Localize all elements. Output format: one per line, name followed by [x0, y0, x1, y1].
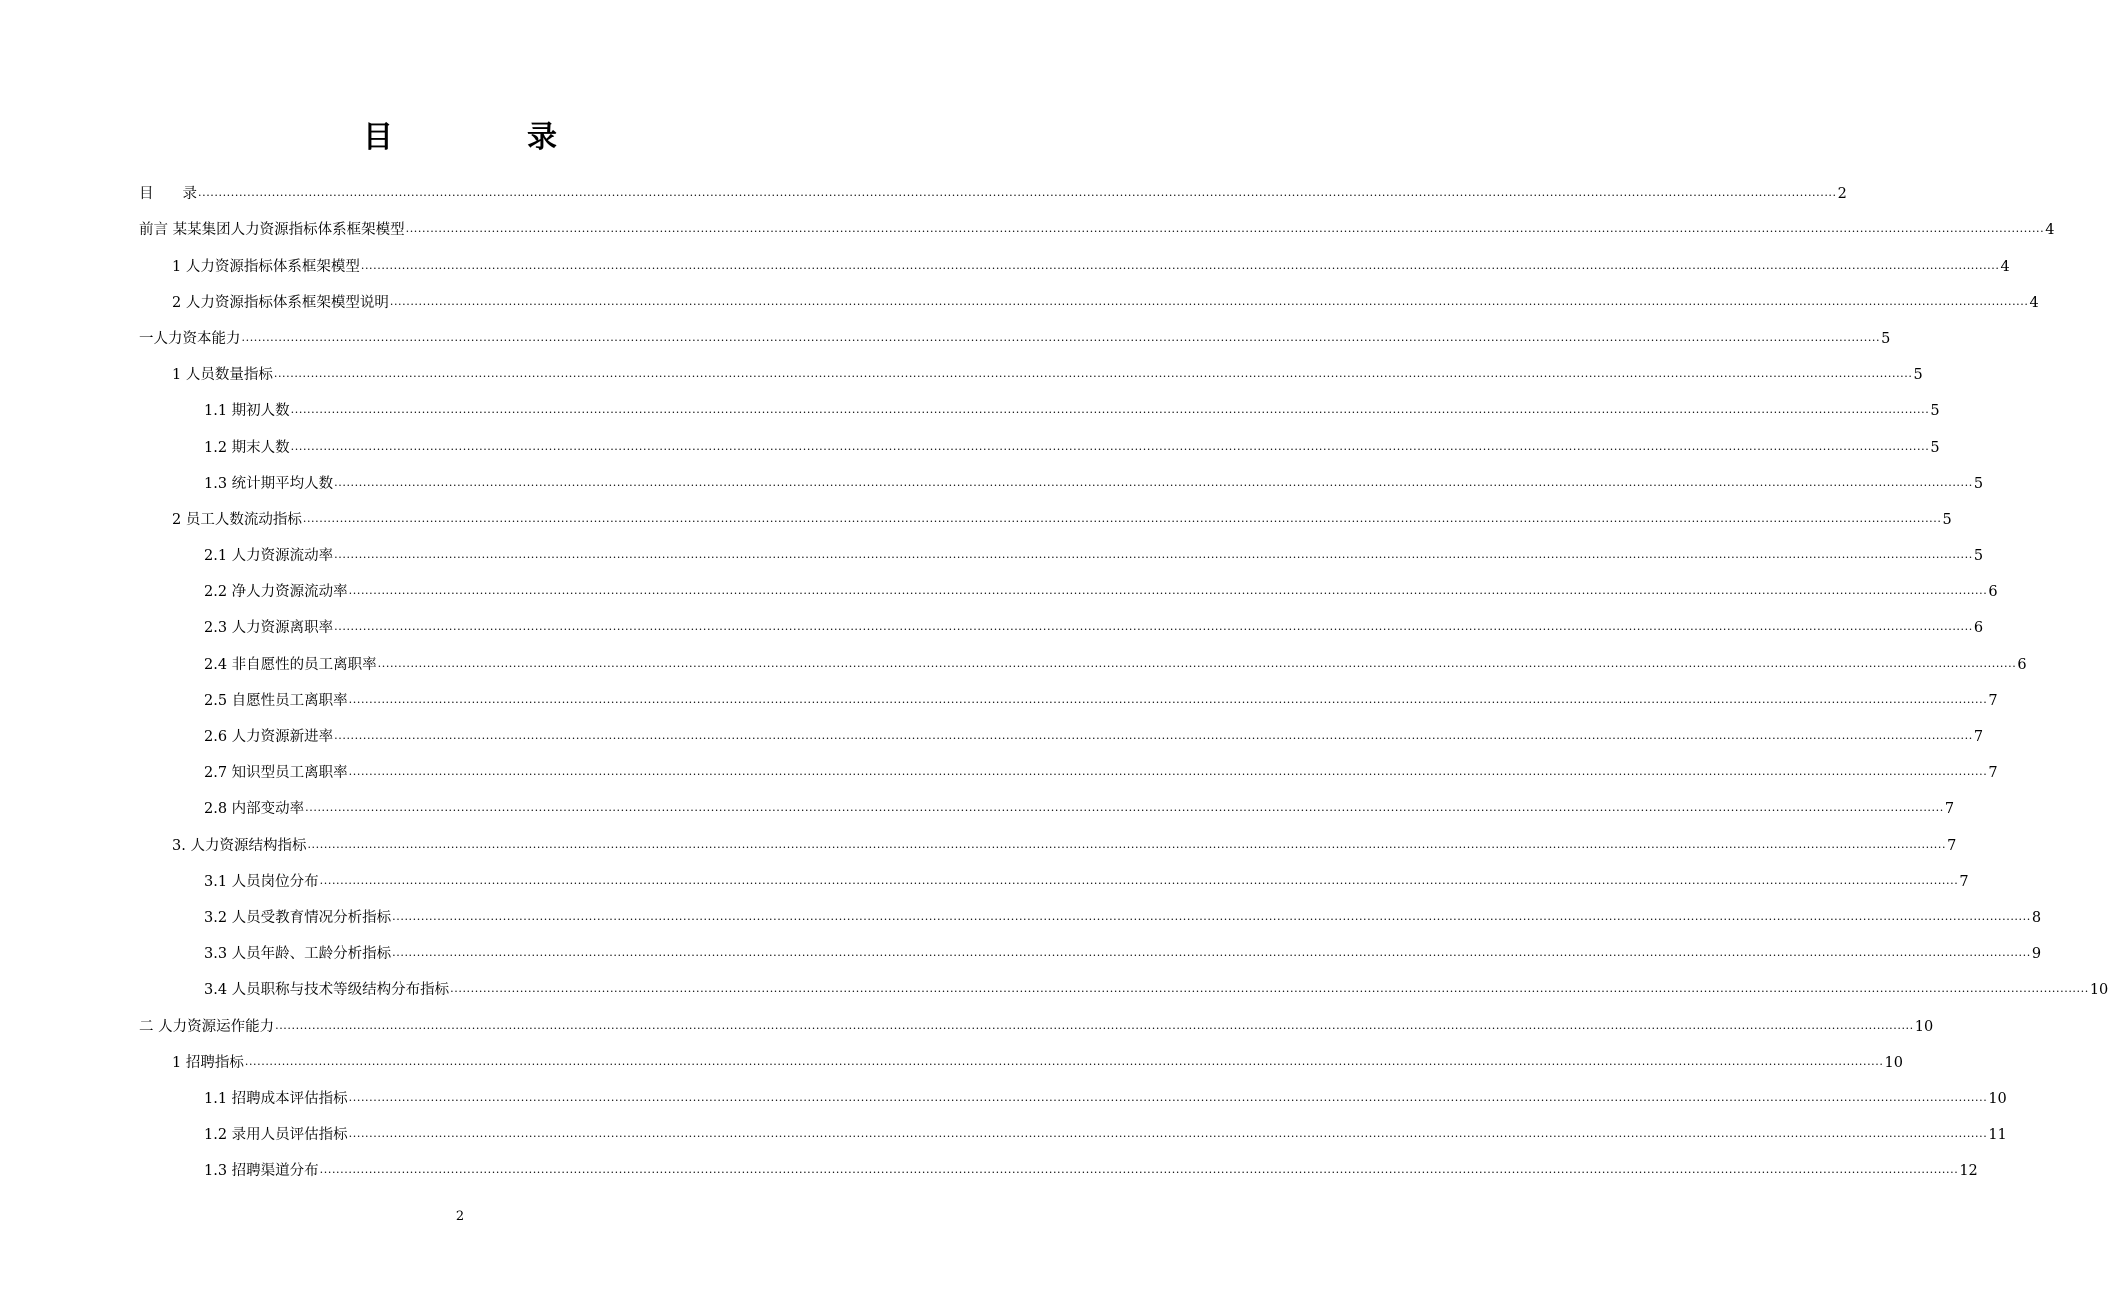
toc-entry-page-number: 7 — [1959, 873, 1969, 890]
toc-entry[interactable] — [139, 675, 1998, 711]
toc-entry[interactable] — [139, 819, 1957, 855]
toc-entry[interactable] — [139, 494, 1952, 530]
toc-entry[interactable] — [139, 1000, 1934, 1036]
toc-entry-page-number: 6 — [1973, 620, 1984, 637]
toc-entry-label: 3.3 人员年龄、工龄分析指标 — [204, 946, 392, 963]
toc-dot-leader: ................................................................................................................................................................................................................................................................................................................................................................................................................ — [450, 982, 2089, 996]
toc-entry-page-number: 5 — [1942, 511, 1952, 528]
toc-entry[interactable] — [139, 313, 1891, 349]
toc-entry[interactable] — [139, 240, 2010, 276]
toc-entry[interactable] — [139, 385, 1940, 421]
toc-dot-leader: ................................................................................................................................................................................................................................................................................................................................................................................................................ — [334, 620, 1973, 634]
toc-entry-page-number: 5 — [1973, 548, 1984, 565]
toc-entry-page-number: 7 — [1944, 801, 1955, 818]
page-number: 2 — [455, 1209, 465, 1224]
toc-entry[interactable] — [139, 458, 1984, 494]
toc-entry[interactable] — [139, 566, 1998, 602]
toc-entry-page-number: 4 — [2029, 294, 2039, 311]
toc-dot-leader: ................................................................................................................................................................................................................................................................................................................................................................................................................ — [348, 1090, 1988, 1104]
toc-entry-page-number: 5 — [1973, 475, 1984, 492]
toc-entry-page-number: 10 — [1914, 1018, 1934, 1035]
toc-entry-page-number: 4 — [2000, 258, 2010, 275]
toc-entry-page-number: 6 — [2017, 656, 2027, 673]
toc-dot-leader: ................................................................................................................................................................................................................................................................................................................................................................................................................ — [290, 403, 1930, 417]
toc-entry-label: 前言 某某集团人力资源指标体系框架模型 — [139, 222, 405, 239]
toc-entry[interactable] — [139, 168, 1847, 204]
toc-entry[interactable] — [139, 349, 1923, 385]
toc-entry-label: 目 录 — [139, 186, 197, 203]
toc-entry-label: 1 人员数量指标 — [172, 367, 273, 384]
toc-entry-label: 2.4 非自愿性的员工离职率 — [204, 656, 377, 673]
toc-entry[interactable] — [139, 1037, 1903, 1073]
toc-entry[interactable] — [139, 530, 1984, 566]
toc-entry-page-number: 7 — [1973, 729, 1984, 745]
toc-dot-leader: ................................................................................................................................................................................................................................................................................................................................................................................................................ — [389, 294, 2029, 308]
toc-entry[interactable] — [139, 602, 1984, 638]
toc-dot-leader: ................................................................................................................................................................................................................................................................................................................................................................................................................ — [405, 222, 2045, 236]
toc-dot-leader: ................................................................................................................................................................................................................................................................................................................................................................................................................ — [273, 367, 1913, 381]
toc-dot-leader: ................................................................................................................................................................................................................................................................................................................................................................................................................ — [348, 765, 1988, 779]
toc-entry-page-number: 7 — [1988, 765, 1998, 782]
toc-dot-leader: ................................................................................................................................................................................................................................................................................................................................................................................................................ — [334, 475, 1973, 489]
toc-entry[interactable] — [139, 892, 2042, 928]
toc-entry-label: 2.5 自愿性员工离职率 — [204, 692, 348, 709]
toc-entry-page-number: 10 — [1884, 1054, 1903, 1071]
toc-entry-label: 2.8 内部变动率 — [204, 801, 305, 818]
toc-dot-leader: ................................................................................................................................................................................................................................................................................................................................................................................................................ — [275, 1018, 1914, 1032]
toc-entry[interactable] — [139, 638, 2027, 674]
toc-dot-leader: ................................................................................................................................................................................................................................................................................................................................................................................................................ — [348, 692, 1988, 706]
toc-entry-label: 1.2 期末人数 — [204, 439, 290, 456]
toc-entry[interactable] — [139, 747, 1998, 783]
toc-entry-label: 1.3 统计期平均人数 — [204, 475, 334, 492]
toc-entry-label: 3.2 人员受教育情况分析指标 — [204, 909, 392, 926]
toc-entry-label: 1.1 招聘成本评估指标 — [204, 1090, 348, 1107]
page-title: 目 录 — [363, 120, 609, 155]
toc-dot-leader: ................................................................................................................................................................................................................................................................................................................................................................................................................ — [348, 1127, 1988, 1141]
toc-entry-label: 2.6 人力资源新进率 — [204, 729, 334, 745]
toc-entry-page-number: 7 — [1947, 837, 1957, 854]
toc-entry-label: 2.2 净人力资源流动率 — [204, 584, 348, 601]
toc-entry-label: 1.1 期初人数 — [204, 403, 290, 420]
toc-entry-label: 3. 人力资源结构指标 — [172, 837, 307, 854]
toc-entry[interactable] — [139, 1109, 2007, 1145]
toc-dot-leader: ................................................................................................................................................................................................................................................................................................................................................................................................................ — [334, 729, 1973, 742]
toc-dot-leader: ................................................................................................................................................................................................................................................................................................................................................................................................................ — [244, 1054, 1884, 1068]
toc-entry[interactable] — [139, 856, 1969, 892]
toc-entry-page-number: 5 — [1913, 367, 1923, 384]
toc-dot-leader: ................................................................................................................................................................................................................................................................................................................................................................................................................ — [307, 837, 1947, 851]
toc-entry[interactable] — [139, 421, 1940, 457]
toc-dot-leader: ................................................................................................................................................................................................................................................................................................................................................................................................................ — [290, 439, 1930, 453]
toc-entry-label: 1.2 录用人员评估指标 — [204, 1127, 348, 1144]
toc-entry-label: 2 员工人数流动指标 — [172, 511, 302, 528]
toc-dot-leader: ................................................................................................................................................................................................................................................................................................................................................................................................................ — [360, 258, 2000, 272]
toc-dot-leader: ................................................................................................................................................................................................................................................................................................................................................................................................................ — [302, 511, 1942, 525]
toc-entry[interactable] — [139, 277, 2039, 313]
toc-dot-leader: ................................................................................................................................................................................................................................................................................................................................................................................................................ — [241, 330, 1881, 344]
toc-entry-label: 二 人力资源运作能力 — [139, 1018, 275, 1035]
toc-entry-page-number: 2 — [1837, 186, 1847, 203]
toc-entry-label: 1.3 招聘渠道分布 — [204, 1163, 319, 1180]
toc-entry-label: 1 招聘指标 — [172, 1054, 244, 1071]
toc-entry-label: 1 人力资源指标体系框架模型 — [172, 258, 360, 275]
toc-dot-leader: ................................................................................................................................................................................................................................................................................................................................................................................................................ — [319, 873, 1959, 887]
toc-entry-page-number: 12 — [1959, 1163, 1978, 1180]
table-of-contents — [139, 168, 2108, 1181]
toc-entry-page-number: 7 — [1988, 692, 1998, 709]
toc-entry-page-number: 5 — [1930, 439, 1940, 456]
toc-dot-leader: ................................................................................................................................................................................................................................................................................................................................................................................................................ — [392, 946, 2031, 960]
toc-entry[interactable] — [139, 928, 2042, 964]
toc-entry-page-number: 6 — [1988, 584, 1998, 601]
toc-entry-label: 一人力资本能力 — [139, 330, 241, 347]
toc-entry[interactable] — [139, 1073, 2007, 1109]
toc-entry-page-number: 8 — [2031, 909, 2042, 926]
toc-entry-page-number: 5 — [1930, 403, 1940, 420]
toc-entry-label: 2.1 人力资源流动率 — [204, 548, 334, 565]
toc-entry-page-number: 10 — [1988, 1090, 2007, 1107]
toc-dot-leader: ................................................................................................................................................................................................................................................................................................................................................................................................................ — [198, 186, 1837, 200]
toc-entry[interactable] — [139, 1145, 1978, 1181]
toc-entry-label: 2.7 知识型员工离职率 — [204, 765, 348, 782]
toc-dot-leader: ................................................................................................................................................................................................................................................................................................................................................................................................................ — [377, 656, 2017, 670]
toc-entry-label: 3.1 人员岗位分布 — [204, 873, 319, 890]
toc-entry[interactable] — [139, 783, 1955, 819]
toc-dot-leader: ................................................................................................................................................................................................................................................................................................................................................................................................................ — [348, 584, 1988, 598]
toc-entry[interactable] — [139, 204, 2055, 240]
toc-entry-page-number: 10 — [2089, 982, 2108, 999]
toc-entry-label: 3.4 人员职称与技术等级结构分布指标 — [204, 982, 450, 999]
toc-entry-label: 2.3 人力资源离职率 — [204, 620, 334, 637]
toc-dot-leader: ................................................................................................................................................................................................................................................................................................................................................................................................................ — [305, 801, 1944, 815]
toc-dot-leader: ................................................................................................................................................................................................................................................................................................................................................................................................................ — [334, 548, 1973, 562]
toc-entry-page-number: 11 — [1988, 1127, 2007, 1144]
toc-entry-page-number: 9 — [2031, 946, 2042, 963]
toc-dot-leader: ................................................................................................................................................................................................................................................................................................................................................................................................................ — [319, 1163, 1959, 1177]
toc-entry-label: 2 人力资源指标体系框架模型说明 — [172, 294, 389, 311]
toc-entry[interactable] — [139, 711, 1984, 747]
toc-dot-leader: ................................................................................................................................................................................................................................................................................................................................................................................................................ — [392, 909, 2031, 923]
toc-entry-page-number: 5 — [1881, 330, 1891, 347]
toc-entry-page-number: 4 — [2045, 222, 2055, 239]
toc-entry[interactable] — [139, 964, 2108, 1000]
